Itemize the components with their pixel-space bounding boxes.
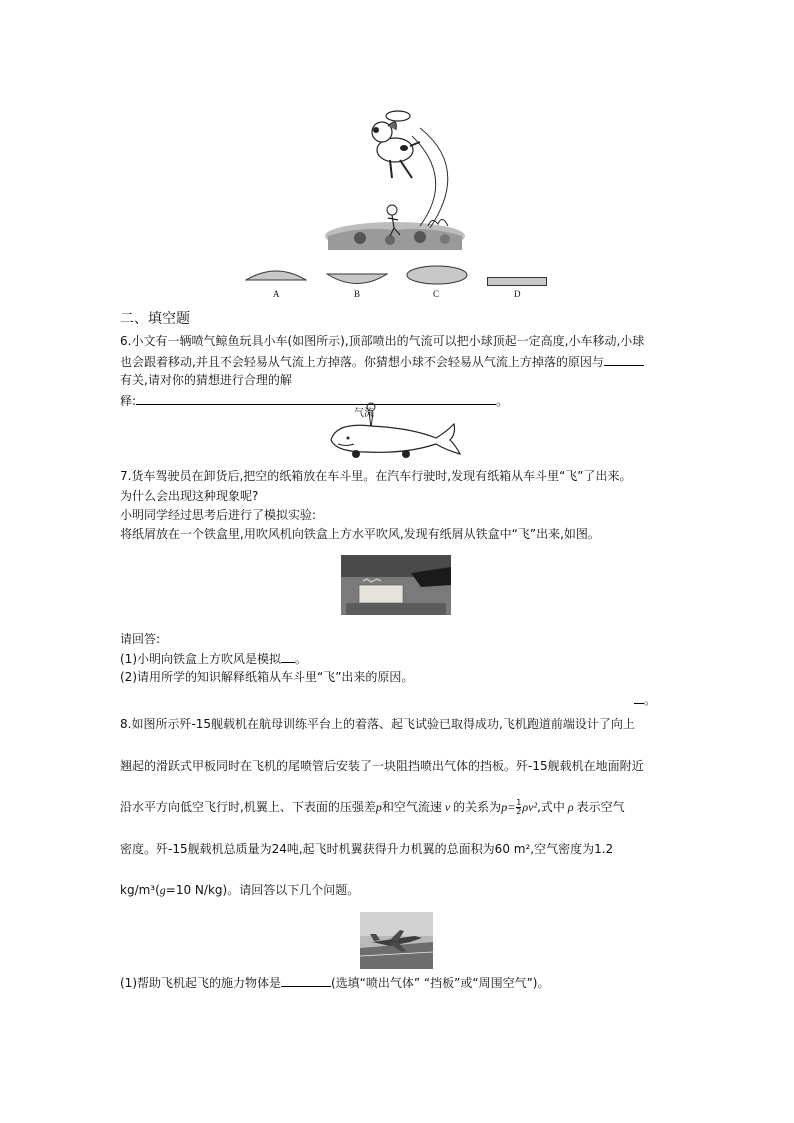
q8-line-3-h: 表示空气 (576, 800, 625, 814)
q6-line-4-end: 。 (496, 394, 509, 408)
q8-line-3-c: 和空气流速 (381, 800, 442, 814)
dog-frisbee-illustration (320, 108, 470, 258)
q7-sub-2-end: 。 (644, 693, 657, 707)
iron-box-photo (341, 555, 451, 615)
q8-var-g: g (159, 883, 166, 897)
q6-line-2 (120, 353, 644, 370)
q8-formula-fraction (516, 799, 521, 816)
q8-sub-1-end: (选填“喷出气体” “挡板”或“周围空气”)。 (331, 976, 550, 990)
q7-line-4: 将纸屑放在一个铁盒里,用吹风机向铁盒上方水平吹风,发现有纸屑从铁盒中“飞”出来,如图。 (120, 527, 600, 541)
q8-line-5-a: kg/m³( (120, 883, 160, 897)
q8-line-1: 8.如图所示歼-15舰载机在航母训练平台上的着落、起飞试验已取得成功,飞机跑道前端设计了向上 (120, 717, 635, 731)
jet-carrier-photo (360, 912, 433, 969)
option-shape-c (406, 265, 468, 285)
whale-car-figure (326, 402, 466, 460)
q8-sub-1-text: (1)帮助飞机起飞的施力物体是 (120, 976, 281, 990)
q7-line-1: 7.货车驾驶员在卸货后,把空的纸箱放在车斗里。在汽车行驶时,发现有纸箱从车斗里“飞”了出来。 (120, 469, 632, 483)
option-shape-d (487, 272, 547, 282)
q6-line-3: 有关,请对你的猜想进行合理的解 (120, 373, 292, 387)
q7-sub-2-answer-line (634, 691, 656, 708)
option-shape-b (326, 270, 388, 282)
q8-var-p: p (375, 800, 382, 814)
q7-sub-1-text: (1)小明向铁盒上方吹风是模拟 (120, 652, 281, 666)
q8-formula-rhs: ρv² (522, 800, 538, 814)
section-heading: 二、填空题 (120, 311, 190, 327)
q6-blank-1[interactable] (604, 353, 644, 366)
q7-sub-1-end: 。 (295, 652, 308, 666)
q8-line-5-c: =10 N/kg)。请回答以下几个问题。 (165, 883, 360, 897)
q8-fraction-numerator: 1 (516, 798, 522, 807)
q7-sub-2: (2)请用所学的知识解释纸箱从车斗里“飞”出来的原因。 (120, 670, 414, 684)
q7-line-2: 为什么会出现这种现象呢? (120, 489, 259, 503)
q6-line-2-text: 也会跟着移动,并且不会轻易从气流上方掉落。你猜想小球不会轻易从气流上方掉落的原因与 (120, 355, 604, 369)
q8-var-rho: ρ (567, 800, 574, 814)
option-shape-a (245, 266, 307, 280)
q7-sub-1 (120, 650, 307, 667)
option-label-c: C (433, 289, 440, 299)
q8-line-2: 翘起的滑跃式甲板同时在飞机的尾喷管后安装了一块阻挡喷出气体的挡板。歼-15舰载机在地面附近 (120, 759, 644, 773)
q8-line-3 (120, 799, 625, 816)
q8-line-3-a: 沿水平方向低空飞行时,机翼上、下表面的压强差 (120, 800, 376, 814)
q8-var-v: v (444, 800, 451, 814)
q8-sub-1 (120, 974, 549, 991)
q8-line-4: 密度。歼-15舰载机总质量为24吨,起飞时机翼获得升力机翼的总面积为60 m²,空气密度为1.2 (120, 842, 614, 856)
q8-line-3-f: ,式中 (537, 800, 565, 814)
option-label-d: D (514, 289, 521, 299)
q8-line-5 (120, 882, 359, 898)
q6-explain-label: 释: (120, 394, 137, 408)
q8-fraction-denominator: 2 (516, 807, 522, 816)
q7-line-3: 小明同学经过思考后进行了模拟实验: (120, 508, 317, 522)
q6-line-1: 6.小文有一辆喷气鲸鱼玩具小车(如图所示),顶部喷出的气流可以把小球顶起一定高度,小车移动,小球 (120, 334, 645, 348)
option-label-b: B (354, 289, 361, 299)
airflow-label: 气流 (354, 408, 374, 419)
q8-line-3-e: 的关系为 (453, 800, 502, 814)
q8-blank-1[interactable] (281, 974, 331, 987)
q7-blank-2[interactable] (634, 691, 644, 704)
option-label-a: A (273, 289, 280, 299)
q7-blank-1[interactable] (281, 650, 295, 663)
q8-formula-lhs: p= (501, 800, 516, 814)
q7-answer-prompt: 请回答: (120, 632, 161, 646)
